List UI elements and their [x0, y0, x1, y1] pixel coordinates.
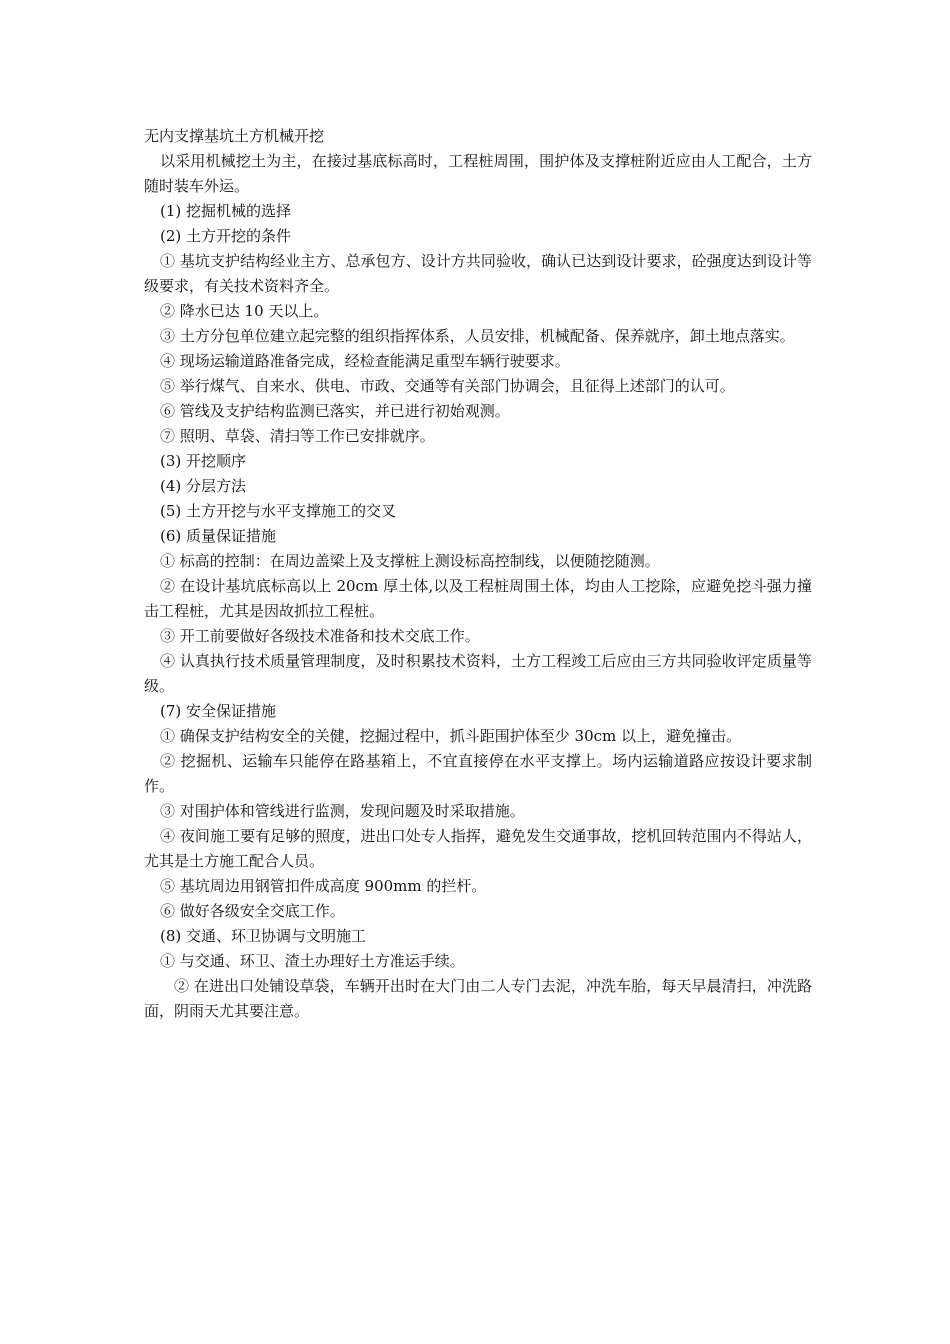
- section-heading-5: (5) 土方开挖与水平支撑施工的交叉: [160, 502, 397, 520]
- section-heading-1: (1) 挖掘机械的选择: [160, 202, 292, 220]
- document-page: [144, 124, 812, 1024]
- section-heading-7: (7) 安全保证措施: [160, 702, 277, 720]
- list-item: ⑥ 做好各级安全交底工作。: [160, 902, 345, 920]
- list-item: ④ 认真执行技术质量管理制度，及时积累技术资料，土方工程竣工后应由三方共同验收评定质量等级。: [144, 652, 812, 695]
- list-item: ③ 对围护体和管线进行监测，发现问题及时采取措施。: [160, 802, 525, 820]
- list-item: ④ 夜间施工要有足够的照度，进出口处专人指挥，避免发生交通事故，挖机回转范围内不得站人，尤其是土方施工配合人员。: [144, 827, 812, 870]
- list-item: ① 基坑支护结构经业主方、总承包方、设计方共同验收，确认已达到设计要求，砼强度达到设计等级要求，有关技术资料齐全。: [144, 252, 812, 295]
- list-item: ① 确保支护结构安全的关健，挖掘过程中，抓斗距围护体至少 30cm 以上，避免撞击。: [160, 727, 742, 745]
- document-title: 无内支撑基坑土方机械开挖: [144, 127, 325, 145]
- section-heading-2: (2) 土方开挖的条件: [160, 227, 292, 245]
- section-heading-8: (8) 交通、环卫协调与文明施工: [160, 927, 367, 945]
- list-item: ④ 现场运输道路准备完成，经检查能满足重型车辆行驶要求。: [160, 352, 570, 370]
- list-item: ② 挖掘机、运输车只能停在路基箱上，不宜直接停在水平支撑上。场内运输道路应按设计要求制作。: [144, 752, 812, 795]
- list-item: ⑤ 基坑周边用钢管扣件成高度 900mm 的拦杆。: [160, 877, 487, 895]
- section-heading-6: (6) 质量保证措施: [160, 527, 277, 545]
- section-heading-4: (4) 分层方法: [160, 477, 247, 495]
- list-item: ⑥ 管线及支护结构监测已落实，并已进行初始观测。: [160, 402, 510, 420]
- list-item: ② 在进出口处铺设草袋，车辆开出时在大门由二人专门去泥，冲洗车胎，每天早晨清扫，冲洗路面，阴雨天尤其要注意。: [144, 977, 812, 1020]
- list-item: ③ 开工前要做好各级技术准备和技术交底工作。: [160, 627, 480, 645]
- list-item: ① 与交通、环卫、渣土办理好土方准运手续。: [160, 952, 465, 970]
- list-item: ③ 土方分包单位建立起完整的组织指挥体系，人员安排，机械配备、保养就序，卸土地点落实。: [160, 327, 795, 345]
- list-item: ⑤ 举行煤气、自来水、供电、市政、交通等有关部门协调会，且征得上述部门的认可。: [160, 377, 735, 395]
- section-heading-3: (3) 开挖顺序: [160, 452, 247, 470]
- list-item: ② 在设计基坑底标高以上 20cm 厚土体,以及工程桩周围土体，均由人工挖除，应避免挖斗强力撞击工程桩，尤其是因故抓拉工程桩。: [144, 577, 812, 620]
- paragraph-intro: 以采用机械挖土为主，在接过基底标高时，工程桩周围，围护体及支撑桩附近应由人工配合，土方随时装车外运。: [144, 152, 812, 195]
- list-item: ⑦ 照明、草袋、清扫等工作已安排就序。: [160, 427, 435, 445]
- list-item: ① 标高的控制：在周边盖梁上及支撑桩上测设标高控制线，以便随挖随测。: [160, 552, 660, 570]
- list-item: ② 降水已达 10 天以上。: [160, 302, 329, 320]
